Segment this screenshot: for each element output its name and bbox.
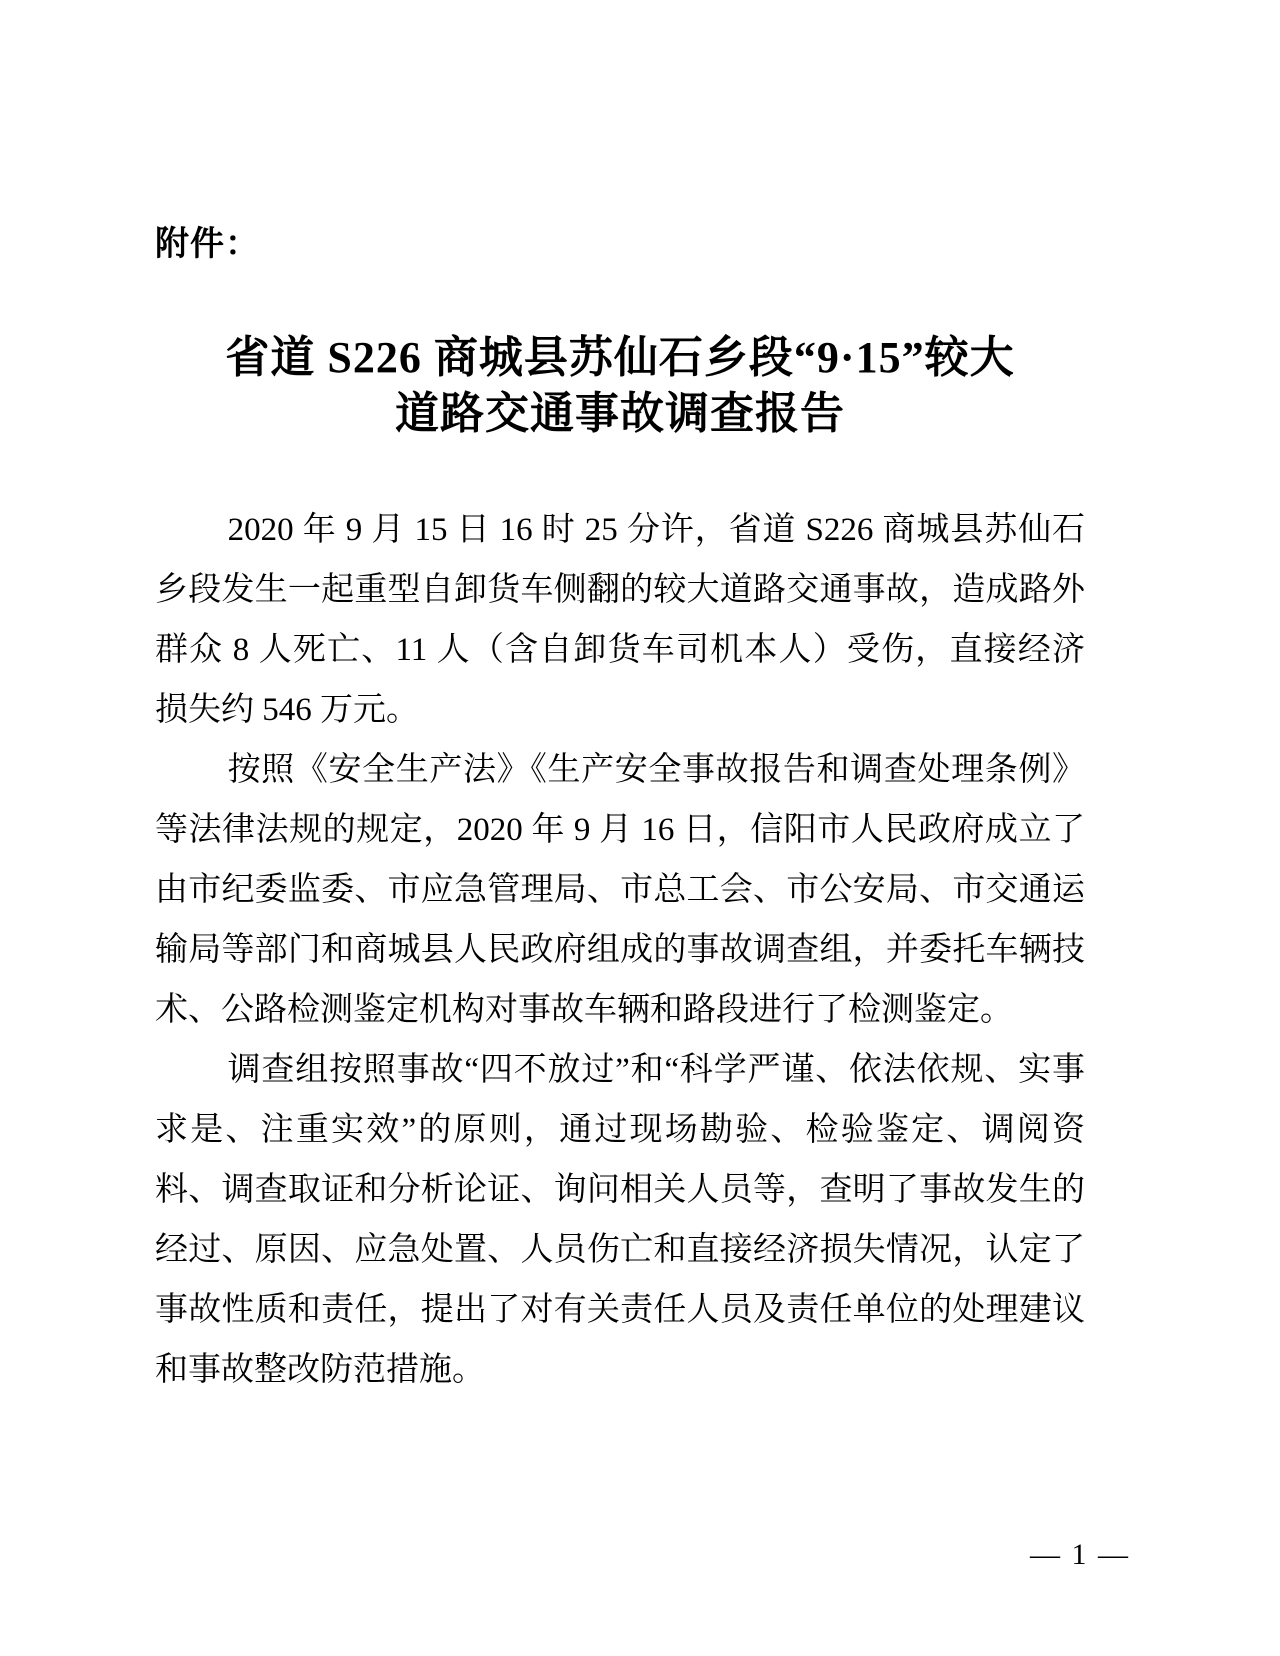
paragraph-investigation-team: 按照《安全生产法》《生产安全事故报告和调查处理条例》等法律法规的规定，2020 年 9 月 16 日，信阳市人民政府成立了由市纪委监委、市应急管理局、市总工会、市公安局、市交通运输局等部门和商城县人民政府组成的事故调查组，并委托车辆技术、公路检测鉴定机构对事故车辆和路段进行了检测鉴定。 [155, 752, 1085, 1028]
attachment-label: 附件： [155, 226, 260, 263]
document-title-line-1: 省道 S226 商城县苏仙石乡段“9·15”较大 [225, 333, 1015, 382]
document-title [155, 330, 1085, 442]
page-number: — 1 — [1030, 1538, 1130, 1571]
document-title-line-2: 道路交通事故调查报告 [395, 389, 845, 438]
paragraph-incident-summary: 2020 年 9 月 15 日 16 时 25 分许，省道 S226 商城县苏仙石乡段发生一起重型自卸货车侧翻的较大道路交通事故，造成路外群众 8 人死亡、11 人（含自卸货车司机本人）受伤，直接经济损失约 546 万元。 [155, 512, 1085, 728]
paragraph-investigation-principles: 调查组按照事故“四不放过”和“科学严谨、依法依规、实事求是、注重实效”的原则，通过现场勘验、检验鉴定、调阅资料、调查取证和分析论证、询问相关人员等，查明了事故发生的经过、原因、应急处置、人员伤亡和直接经济损失情况，认定了事故性质和责任，提出了对有关责任人员及责任单位的处理建议和事故整改防范措施。 [155, 1052, 1085, 1388]
document-body [155, 500, 1085, 1400]
